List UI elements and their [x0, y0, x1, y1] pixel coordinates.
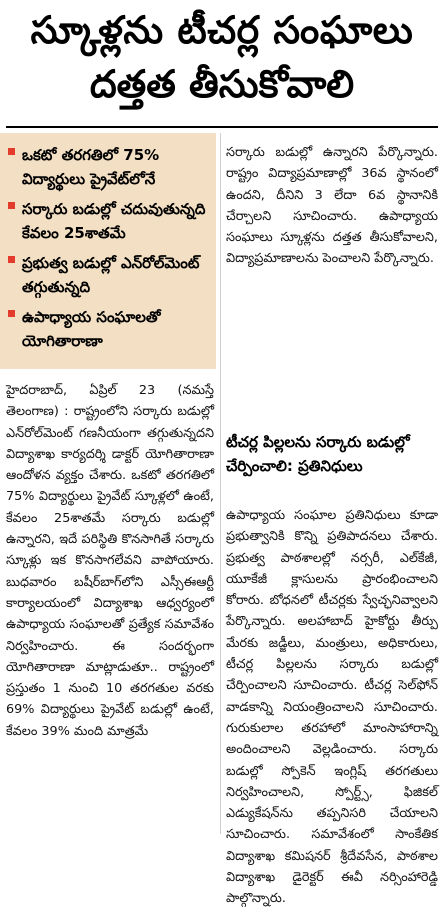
subheading: టీచర్ల పిల్లలను సర్కారు బడుల్లో చేర్పించాలి: ప్రతినిధులు — [226, 433, 410, 475]
highlights-box — [0, 133, 216, 369]
headline — [0, 2, 444, 112]
highlight-item — [8, 305, 210, 353]
column-divider — [220, 133, 221, 834]
square-bullet-icon — [8, 310, 15, 317]
article-body-right-bottom: ఉపాధ్యాయ సంఘాల ప్రతినిధులు కూడా ప్రభుత్వానికి కొన్ని ప్రతిపాదనలు చేశారు. ప్రభుత్వ పాఠశాలల్లో నర్సరీ, ఎల్‌కేజీ, యూకేజీ క్లాసులను ప్రారంభించాలని కోరారు. బోధనలో టీచర్లకు స్వేచ్ఛనివ్వాలని పేర్కొన్నారు. అలహాబాద్ హైకోర్టు తీర్పు మేరకు జడ్జీలు, మంత్రులు, అధికారులు, టీచర్ల పిల్లలను సర్కారు బడుల్లో చేర్పించాలని సూచించారు. టీచర్ల సెల్‌ఫోన్ వాడకాన్ని నియంత్రించాలని సూచించారు. గురుకులాల తరహాలో మాంసాహారాన్ని అందించాలని వెల్లడించారు. సర్కారు బడుల్లో స్పోకెన్ ఇంగ్లిష్ తరగతులు నిర్వహించాలని, స్పోర్ట్స్, ఫిజికల్ ఎడ్యుకేషన్‌ను తప్పనిసరి చేయాలని సూచించారు. సమావేశంలో సాంకేతిక విద్యాశాఖ కమిషనర్ శ్రీదేవసేన, పాఠశాల విద్యాశాఖ డైరెక్టర్ ఈవీ నర్సింహారెడ్డి పాల్గొన్నారు. — [226, 508, 438, 907]
article-body-right-top: సర్కారు బడుల్లో ఉన్నారని పేర్కొన్నారు. రాష్ట్రం విద్యాప్రమాణాల్లో 36వ స్థానంలో ఉందని, దీనిని 3 లేదా 6వ స్థానానికి చేర్చాలని సూచించారు. ఉపాధ్యాయ సంఘాలు స్కూళ్లను దత్తత తీసుకోవాలని, విద్యాప్రమాణాలను పెంచాలని పేర్కొన్నారు. — [226, 145, 438, 267]
square-bullet-icon — [8, 148, 15, 155]
highlight-item — [8, 251, 210, 299]
square-bullet-icon — [8, 202, 15, 209]
highlight-item — [8, 197, 210, 245]
headline-divider — [6, 126, 438, 128]
headline-line-1: స్కూళ్లను టీచర్ల సంఘాలు — [30, 8, 414, 52]
highlight-text: సర్కారు బడుల్లో చదువుతున్నది కేవలం 25శాతమే — [22, 200, 206, 242]
highlight-text: ఉపాధ్యాయ సంఘాలతో యోగితారాణా — [22, 308, 161, 350]
article-body-left: హైదరాబాద్, ఏప్రిల్ 23 (నమస్తే తెలంగాణ) : రాష్ట్రంలోని సర్కారు బడుల్లో ఎన్‌రోల్‌మెంట్ గణనీయంగా తగ్గుతున్నదని విద్యాశాఖ కార్యదర్శి డాక్టర్ యోగితారాణా ఆందోళన వ్యక్తం చేశారు. ఒకటో తరగతిలో 75% విద్యార్థులు ప్రైవేట్ స్కూళ్లలో ఉంటే, కేవలం 25శాతమే సర్కారు బడుల్లో ఉన్నారని, ఇదే పరిస్థితి కొనసాగితే సర్కారు స్కూళ్లు ఇక కొనసాగలేవని వాపోయారు. బుధవారం బషీర్‌బాగ్‌లోని ఎస్సీఈఆర్టీ కార్యాలయంలో విద్యాశాఖ ఆధ్వర్యంలో ఉపాధ్యాయ సంఘాలతో ప్రత్యేక సమావేశం నిర్వహించారు. ఈ సందర్భంగా యోగితారాణా మాట్లాడుతూ.. రాష్ట్రంలో ప్రస్తుతం 1 నుంచి 10 తరగతుల వరకు 69% విద్యార్థులు ప్రైవేట్ బడుల్లో ఉంటే, కేవలం 39% మంది మాత్రమే — [6, 383, 214, 739]
highlight-text: ఒకటో తరగతిలో 75% విద్యార్థులు ప్రైవేట్‌లోనే — [22, 146, 160, 188]
highlight-item — [8, 143, 210, 191]
headline-line-2: దత్తత తీసుకోవాలి — [89, 62, 355, 106]
square-bullet-icon — [8, 256, 15, 263]
highlight-text: ప్రభుత్వ బడుల్లో ఎన్‌రోల్‌మెంట్ తగ్గుతున్నది — [22, 254, 200, 296]
